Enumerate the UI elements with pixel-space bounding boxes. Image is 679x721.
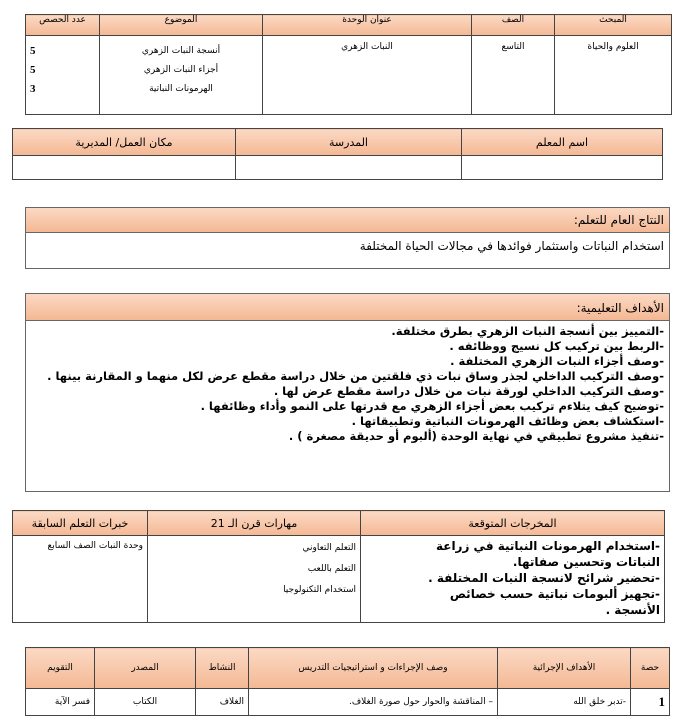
prior-learning: وحدة النبات الصف السابع xyxy=(13,536,148,623)
header-assessment: التقويم xyxy=(26,648,95,689)
school-field[interactable] xyxy=(236,156,462,180)
header-source: المصدر xyxy=(95,648,196,689)
header-skills: مهارات قرن الـ 21 xyxy=(148,511,361,536)
general-outcome-title: النتاج العام للتعلم: xyxy=(26,208,669,233)
skill-item: التعلم باللعب xyxy=(307,564,356,574)
subject: العلوم والحياة xyxy=(555,36,672,115)
general-outcome-text: استخدام النباتات واستثمار فوائدها في مجالات الحياة المختلفة xyxy=(359,239,664,253)
objective-item: -توضيح كيف يتلاءم تركيب بعض أجزاء الزهري مع قدرتها على النمو وأداء وظائفها . xyxy=(200,399,664,413)
objective-item: -وصف التركيب الداخلي لورقة نبات من خلال دراسة مقطع عرض لها . xyxy=(273,384,664,398)
procedural-objective: -تدبر خلق الله xyxy=(498,689,631,716)
objective-item: -الربط بين تركيب كل نسيج ووظائفه . xyxy=(449,339,664,353)
teacher-table xyxy=(12,128,663,180)
activity: الغلاف xyxy=(196,689,249,716)
outcomes-table xyxy=(12,510,665,623)
header-workplace: مكان العمل/ المديرية xyxy=(13,129,236,156)
objectives-box xyxy=(25,293,670,492)
header-unit-title: عنوان الوحدة xyxy=(263,15,472,36)
periods: 5 xyxy=(30,45,36,57)
header-grade: الصف xyxy=(472,15,555,36)
procedure: – المناقشة والحوار حول صورة الغلاف. xyxy=(249,689,498,716)
topic: أنسجة النبات الزهري xyxy=(141,46,221,56)
header-school: المدرسة xyxy=(236,129,462,156)
objective-item: -تنفيذ مشروع تطبيقي في نهاية الوحدة (ألبوم أو حديقة مصغرة ) . xyxy=(288,429,664,443)
topic: أجزاء النبات الزهري xyxy=(143,65,219,75)
table-row xyxy=(26,689,670,716)
header-outcomes: المخرجات المتوقعة xyxy=(361,511,665,536)
header-procedural-objectives: الأهداف الإجرائية xyxy=(498,648,631,689)
outcome-item: -استخدام الهرمونات النباتية في زراعة النباتات وتحسين صفاتها. xyxy=(435,539,660,569)
objective-item: -استكشاف بعض وظائف الهرمونات النباتية وتطبيقاتها . xyxy=(351,414,664,428)
topic: الهرمونات النباتية xyxy=(149,84,213,94)
unit-table xyxy=(25,14,672,115)
outcome-item: -تحضير شرائح لانسجة النبات المختلفة . xyxy=(428,571,660,585)
skill-item: استخدام التكنولوجيا xyxy=(283,585,356,595)
header-teacher-name: اسم المعلم xyxy=(462,129,663,156)
header-topic: الموضوع xyxy=(100,15,263,36)
teacher-name-field[interactable] xyxy=(462,156,663,180)
header-periods: عدد الحصص xyxy=(26,15,100,36)
header-prior: خبرات التعلم السابقة xyxy=(13,511,148,536)
header-activity: النشاط xyxy=(196,648,249,689)
objective-item: -وصف التركيب الداخلي لجذر وساق نبات ذي فلقتين من خلال دراسة مقطع عرض لكل منهما و المقارنة بينها . xyxy=(47,369,664,383)
unit-title: النبات الزهري xyxy=(263,36,472,115)
objectives-title: الأهداف التعليمية: xyxy=(26,294,669,321)
assessment: فسر الآية xyxy=(26,689,95,716)
header-procedures: وصف الإجراءات و استراتيجيات التدريس xyxy=(249,648,498,689)
outcome-item: -تجهيز ألبومات نباتية حسب خصائص الأنسجة . xyxy=(449,587,660,617)
plan-table xyxy=(25,647,670,716)
periods: 3 xyxy=(30,83,36,95)
header-subject: المبحث xyxy=(555,15,672,36)
general-outcome-box xyxy=(25,207,670,269)
header-period: حصة xyxy=(631,648,670,689)
periods: 5 xyxy=(30,64,36,76)
objective-item: -وصف أجزاء النبات الزهري المختلفة . xyxy=(450,354,664,368)
workplace-field[interactable] xyxy=(13,156,236,180)
objective-item: -التمييز بين أنسجة النبات الزهري بطرق مختلفة. xyxy=(391,324,664,338)
grade: التاسع xyxy=(472,36,555,115)
period-number: 1 xyxy=(631,689,670,716)
source: الكتاب xyxy=(95,689,196,716)
skill-item: التعلم التعاوني xyxy=(302,543,356,553)
